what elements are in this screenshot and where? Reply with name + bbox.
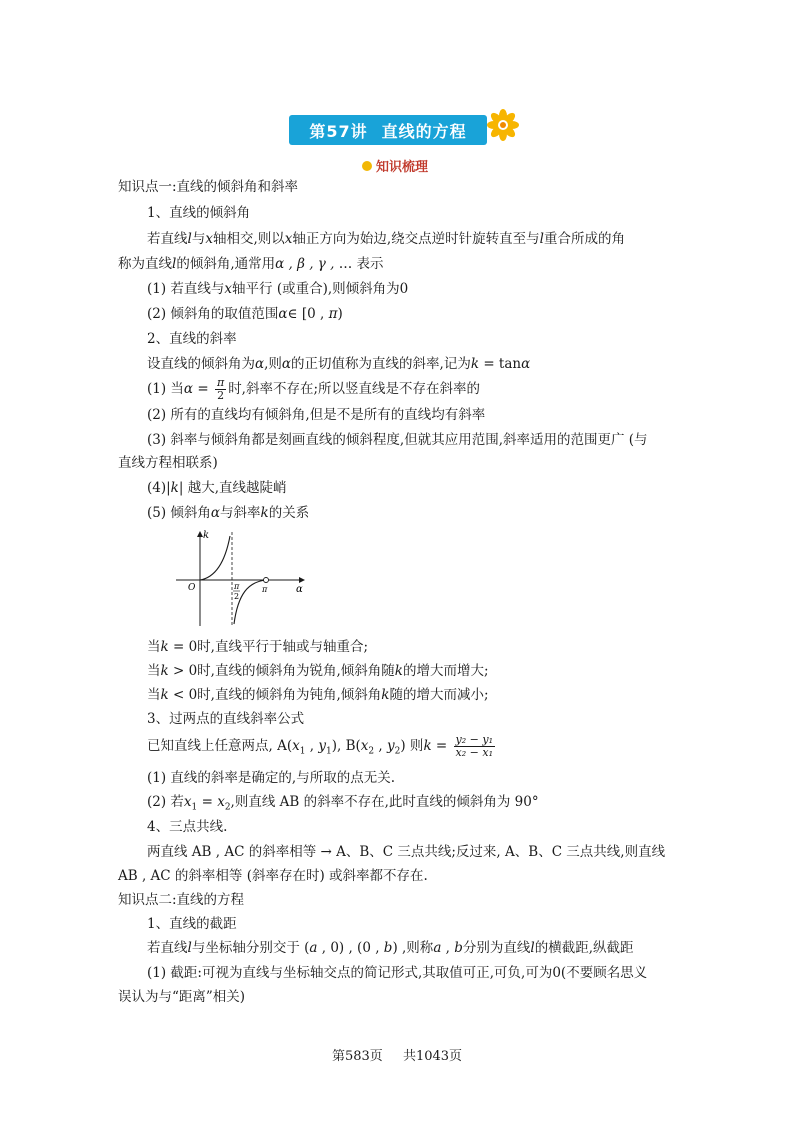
paragraph-line: 当k < 0时,直线的倾斜角为钝角,倾斜角k随的增大而减小; (147, 687, 489, 703)
fraction: $\frac{\pi}{2}$ (216, 376, 225, 402)
alpha-axis-label: α (296, 584, 303, 595)
paragraph-line: 两直线 AB , AC 的斜率相等 → A、B、C 三点共线;反过来, A、B、C 三点共线,则直线 (147, 844, 666, 860)
lecture-title-banner (289, 115, 487, 145)
lecture-title: 直线的方程 (381, 121, 467, 141)
lecture-number: 第57讲 (309, 121, 368, 141)
open-point (264, 578, 269, 583)
paragraph-line: 当k = 0时,直线平行于轴或与轴重合; (147, 639, 369, 655)
paragraph-line: 当k > 0时,直线的倾斜角为锐角,倾斜角随k的增大而增大; (147, 663, 489, 679)
subsection-title: 1、直线的倾斜角 (147, 205, 251, 221)
section-heading-text: 知识梳理 (376, 160, 429, 175)
paragraph-line: 误认为与“距离”相关) (118, 989, 246, 1005)
knowledge-point-1-heading: 知识点一:直线的倾斜角和斜率 (118, 179, 299, 195)
paragraph-line: 若直线l与坐标轴分别交于 (a , 0) , (0 , b) ,则称a , b分别为直线l的横截距,纵截距 (147, 940, 634, 956)
paragraph-line: AB , AC 的斜率相等 (斜率存在时) 或斜率都不存在. (118, 868, 428, 884)
bullet-icon (362, 161, 372, 171)
list-item: (2) 所有的直线均有倾斜角,但是不是所有的直线均有斜率 (147, 407, 486, 423)
slope-fraction: $\frac{\text{y₂ − y₁}}{\text{x₂ − x₁}}$ (455, 733, 493, 759)
tangent-graph (172, 528, 312, 630)
list-item: (3) 斜率与倾斜角都是刻画直线的倾斜程度,但就其应用范围,斜率适用的范围更广 (与 (147, 432, 648, 448)
list-item: (2) 倾斜角的取值范围α∈ [0 , π) (147, 306, 343, 322)
page-number: 第583页 (331, 1049, 383, 1064)
pi-half-den: 2 (234, 592, 240, 601)
flower-icon (486, 108, 520, 142)
k-axis-label: k (203, 530, 210, 541)
list-item: (1) 直线的斜率是确定的,与所取的点无关. (147, 770, 395, 786)
list-item: (1) 截距:可视为直线与坐标轴交点的简记形式,其取值可正,可负,可为0(不要顾名思义 (147, 965, 648, 981)
list-item: (2) 若$x_1 = x_2$,则直线 AB 的斜率不存在,此时直线的倾斜角为 90° (147, 794, 539, 813)
list-item: (1) 当α = $\frac{\pi}{2}$ 时,斜率不存在;所以竖直线是不存在斜率的 (147, 376, 481, 402)
paragraph-line: 已知直线上任意两点, $A(x_1$ , $y_1$), $B(x_2$ , $y_2$) 则k = $\frac{\text{y₂ − y₁}}{\text{x₂ − x₁}}$ (147, 733, 493, 759)
page-footer (0, 1045, 794, 1064)
section-heading (362, 156, 428, 175)
paragraph-line: 称为直线l的倾斜角,通常用α , β , γ , … 表示 (118, 256, 384, 272)
list-item: (4)|k| 越大,直线越陡峭 (147, 480, 287, 496)
pi-half-num: π (234, 582, 240, 591)
subsection-title: 2、直线的斜率 (147, 331, 237, 347)
knowledge-point-2-heading: 知识点二:直线的方程 (118, 892, 245, 908)
paragraph-line: 若直线l与x轴相交,则以x轴正方向为始边,绕交点逆时针旋转直至与l重合所成的角 (147, 231, 625, 247)
subsection-title: 1、直线的截距 (147, 916, 237, 932)
page-total: 共1043页 (402, 1049, 463, 1064)
pi-label: π (262, 585, 268, 594)
paragraph-line: 直线方程相联系) (118, 455, 218, 471)
curve-left-branch (200, 536, 230, 580)
subsection-title: 4、三点共线. (147, 819, 228, 835)
origin-label: O (188, 583, 196, 593)
list-item: (1) 若直线与x轴平行 (或重合),则倾斜角为0 (147, 281, 409, 297)
paragraph-line: 设直线的倾斜角为α,则α的正切值称为直线的斜率,记为k = tanα (147, 356, 531, 372)
subsection-title: 3、过两点的直线斜率公式 (147, 711, 305, 727)
list-item: (5) 倾斜角α与斜率k的关系 (147, 505, 310, 521)
